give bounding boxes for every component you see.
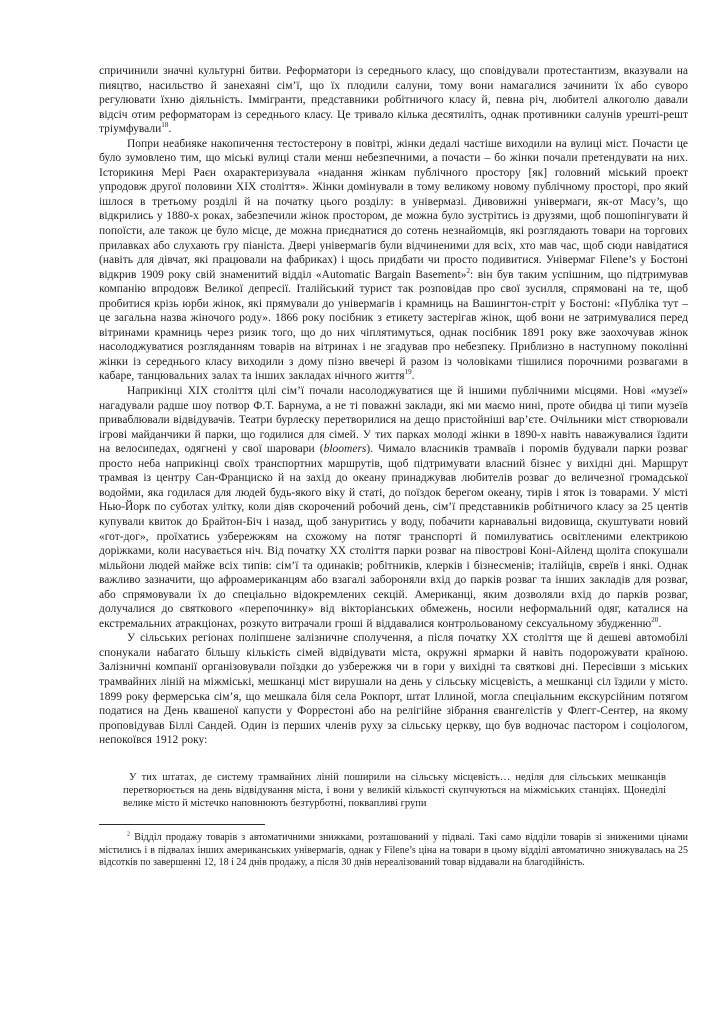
page-content: [99, 64, 688, 870]
footnote-reference: 2: [127, 830, 131, 838]
footnote-reference: 19: [404, 368, 412, 377]
footnote-separator: [99, 824, 265, 825]
footnote-reference: 18: [161, 121, 169, 130]
body-paragraph: У сільських регіонах поліпшене залізничне сполучення, а після початку XX століття ще й дешеві автомобілі спонукали набагато більшу кількість сімей відвідувати міста, окружні ярмарки й навіть подорожувати країною. Залізничні компанії організовували поїздки до узбережжя чи в гори у вихідні та святкові дні. Пересівши з міських трамвайних ліній на міжміські, мешканці міст вирушали на день у сільську місцевість, а мешканці сіл їздили у місто. 1899 року фермерська сім’я, що мешкала біля села Рокпорт, штат Іллиной, могла спеціальним екскурсійним потягом податися на День квашеної капусти у Форрестоні або на релігійне зібрання євангелістів у Флегг-Сентер, на якому проповідував Біллі Сандей. Один із перших членів руху за сільську церкву, що був водночас пастором і соціологом, непокоївся 1912 року:: [99, 632, 688, 747]
italic-term: bloomers: [323, 443, 367, 456]
footnote-reference: 2: [466, 266, 471, 275]
body-paragraph: Попри неабияке накопичення тестостерону в повітрі, жінки дедалі частіше виходили на вулиці міст. Почасти це було зумовлено тим, що міські вулиці стали менш небезпечними, а почасти – бо жінки почали претендувати на них. Історикиня Мері Раєн охарактеризувала «надання жінкам публічного простору [як] головний міський проект упродовж другої половини XIX століття». Жінки домінували в тому великому новому публічному просторі, про який ішлося в третьому розділі й на початку цього розділу: в універмазі. Дивовижні універмаги, як-от Macy’s, що відкрились у 1880-х роках, забезпечили жінок простором, де можна було зустрітись із друзями, щоб пошопінгувати й попоїсти, але також це було місце, де можна приєднатися до сотень незнайомців, які розглядають товари на торгових прилавках або слухають гру піаніста. Двері універмагів були відчиненими для всіх, хто мав час, щоб сюди навідатися (навіть для дівчат, які працювали на фабриках) і щось придбати чи просто подивитися. Універмаг Filene’s у Бостоні відкрив 1909 року свій знаменитий відділ «Automatic Bargain Basement»$^2$: він був таким успішним, що підтримував компанію впродовж Великої депресії. Італійський турист так розповідав про свої зусилля, спрямовані на те, щоб пробитися крізь юрби жінок, які прямували до універмагів і крамниць на Вашингтон-стріт у Бостоні: «Публіка тут – це загальна назва жіночого роду». 1866 року посібник з етикету застерігав жінок, щоб вони не затримувалися перед вітринами крамниць через ризик того, що до них чіплятимуться, однак посібник 1891 року вже заохочував жінок насолоджуватися розгляданням товарів на вітринах і не згадував про небезпеку. Приблизно в наступному поколінні жінки із середнього класу виходили з дому пізно ввечері й разом із чоловіками тішилися порочними розвагами в кабаре, танцювальних залах та інших закладах нічного життя$^{19}$.: [99, 137, 688, 383]
footnote-reference: 20: [651, 615, 659, 624]
body-paragraph: спричинили значні культурні битви. Реформатори із середнього класу, що сповідували протестантизм, вказували на пияцтво, насильство й занехаяні сім’ї, що їх плодили салуни, тому вони намагалися зачинити їх або суворо регулювати їхню діяльність. Іммігранти, представники робітничого класу й, певна річ, любителі алкоголю давали відсіч отим реформаторам із середнього класу. Це тривало кілька десятиліть, однак противники салунів урешті-решт тріумфували$^{18}$.: [99, 65, 688, 136]
footnote-text: $^2$ Відділ продажу товарів з автоматичними знижками, розташований у підвалі. Такі само відділи товарів зі зниженими цінами містились і в підвалах інших американських універмагів, однак у Filene’s ціна на товари в цьому відділі автоматично знижувалась на 25 відсотків по завершенні 12, 18 і 24 днів продажу, а після 30 днів нереалізований товар віддавали на благодійність.: [99, 830, 688, 869]
body-paragraph: Наприкінці XIX століття цілі сім’ї почали насолоджуватися ще й іншими публічними місцями. Нові «музеї» нагадували радше шоу потвор Ф.Т. Барнума, а не ті поважні заклади, які ми маємо нині, проте обидва ці типи музеїв приваблювали відвідувачів. Театри бурлеску перетворилися на дещо пристойніші вар’єте. Очільники міст створювали ігрові майданчики й парки, що годилися для сімей. У тих парках молоді жінки в 1890-х навіть наважувалися їздити на велосипедах, одягнені у свої шаровари (bloomers). Чимало власників трамваїв і поромів будували парки розваг просто неба наприкінці своїх транспортних маршрутів, щоб підтримувати власний бізнес у вихідні дні. Маршрут трамвая із центру Сан-Франциско й на захід до океану принаджував любителів розваг до величезної громадської водойми, яка годилася для людей будь-якого віку й статі, до поїздок берегом океану, тирів і яток із товарами. У місті Нью-Йорк по суботах улітку, коли діяв скорочений робочий день, сім’ї представників робітничого класу за 25 центів купували квиток до Брайтон-Біч і назад, щоб зануритись у воду, побачити карнавальні видовища, скуштувати новий «гот-дог», проїхатись узбережжям на схожому на потяг транспорті й помилуватись освітленими електрикою доріжками, коли насувається ніч. Від початку XX століття парки розваг на півострові Коні-Айленд щоліта спокушали мільйони людей майже всіх типів: сім’ї та одинаків; робітників, клерків і бізнесменів; італійців, євреїв і янкі. Однак важливо зазначити, що афроамериканцям або взагалі забороняли вхід до парків розваг та інших закладів для розваг, або спрямовували їх до спеціально відокремлених секцій. Американці, яким дозволяли вхід до парків розваг, долучалися до святкового «перепочинку» від вікторіанських обмежень, носили неформальний одяг, каталися на екстремальних атракціонах, розкуто витрачали гроші й віддавалися контрольованому сексуальному збудженню$^{20}$.: [99, 385, 688, 630]
block-quote: У тих штатах, де систему трамвайних ліній поширили на сільську місцевість… неділя для сільських мешканців перетворюється на день відвідування міста, і вони у великій кількості скупчуються на міжміських станціях. Щонеділі велике місто й містечко наповнюють безтурботні, поквапливі групи: [123, 771, 666, 810]
